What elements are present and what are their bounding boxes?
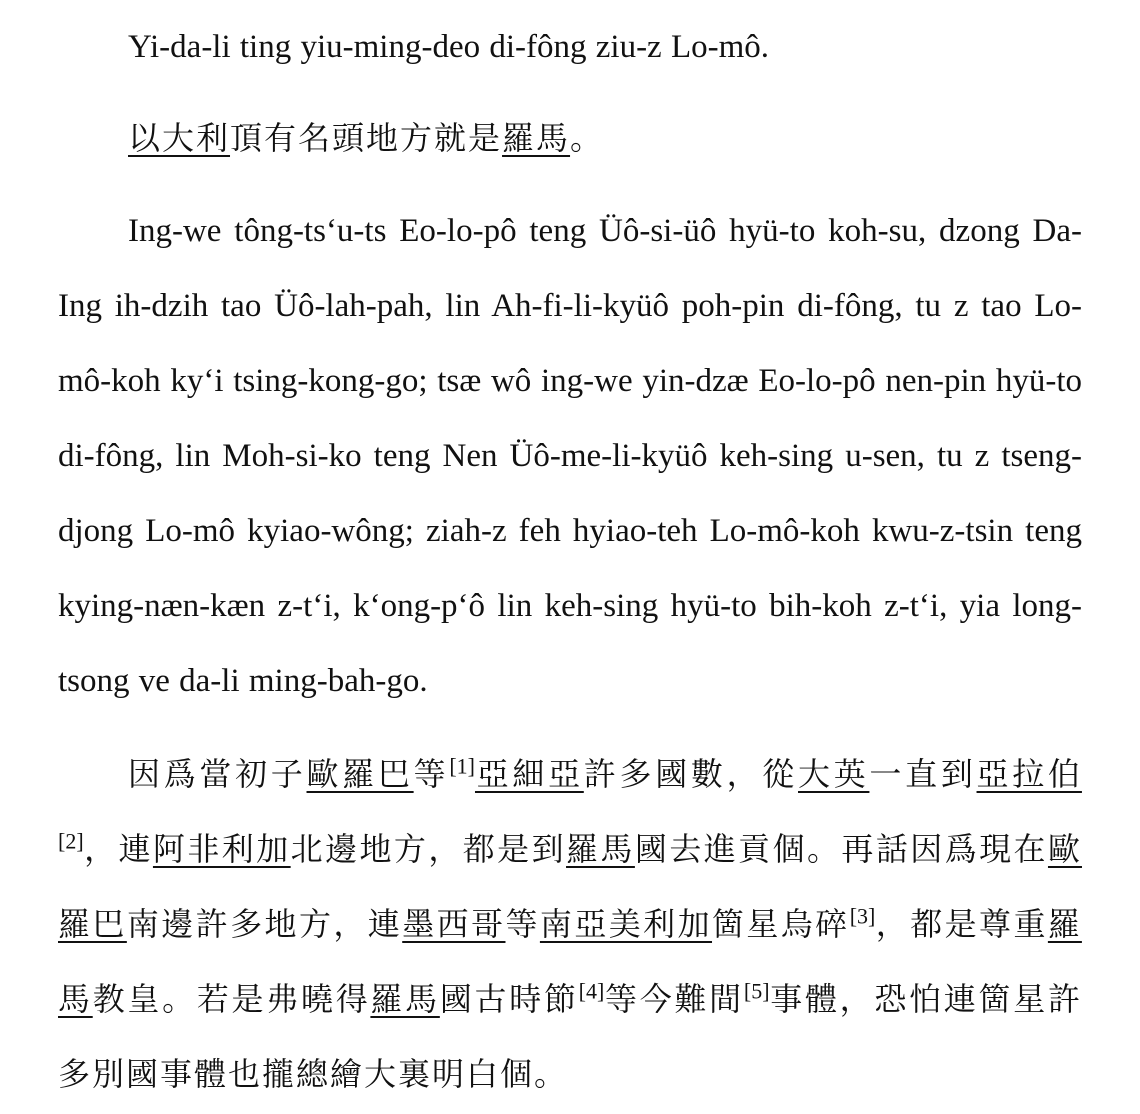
text-segment: 等今難間	[604, 980, 744, 1018]
text-segment: 因爲當初子	[128, 755, 307, 793]
text-segment: Ing-we tông-tsʻu-ts Eo-lo-pô teng Üô-si-üô hyü-to koh-su, dzong Da-Ing ih-dzih tao Üô-lah-pah, lin Ah-fi-li-kyüô poh-pin di-fông, tu z tao Lo-mô-koh kyʻi tsing-kong-go; tsæ wô ing-we yin-dzæ Eo-lo-pô nen-pin hyü-to di-fông, lin Moh-si-ko teng Nen Üô-me-li-kyüô keh-sing u-sen, tu z tseng-djong Lo-mô kyiao-wông; ziah-z feh hyiao-teh Lo-mô-koh kwu-z-tsin teng kying-næn-kæn z-tʻi, kʻong-pʻô lin keh-sing hyü-to bih-koh z-tʻi, yia long-tsong ve da-li ming-bah-go.	[58, 213, 1082, 699]
footnote-marker: [3]	[849, 903, 876, 929]
text-segment: 國去進貢個。再話因爲現在	[634, 830, 1048, 868]
chinese-title-line	[58, 101, 1082, 176]
proper-noun: 南亞美利加	[539, 905, 713, 943]
proper-noun: 歐羅巴	[58, 830, 1082, 943]
chinese-body-paragraph	[58, 737, 1082, 1112]
proper-noun: 羅馬	[502, 119, 571, 157]
footnote-marker: [1]	[449, 753, 475, 779]
footnote-marker: [5]	[743, 978, 770, 1004]
text-segment: Yi-da-li ting yiu-ming-deo di-fông ziu-z Lo-mô.	[128, 29, 770, 65]
proper-noun: 羅馬	[370, 980, 440, 1018]
text-segment: 許多國數，從	[583, 755, 799, 793]
romanized-body-paragraph	[58, 194, 1082, 719]
text-segment: ，連	[83, 830, 153, 868]
proper-noun: 阿非利加	[152, 830, 291, 868]
proper-noun: 羅馬	[58, 905, 1082, 1018]
text-segment: 一直到	[869, 755, 977, 793]
proper-noun: 歐羅巴	[306, 755, 414, 793]
footnote-marker: [2]	[58, 828, 84, 854]
text-segment: 北邊地方，都是到	[290, 830, 567, 868]
text-segment: ，都是尊重	[875, 905, 1048, 943]
text-segment: 。	[570, 119, 605, 157]
proper-noun: 大英	[798, 755, 870, 793]
text-segment: 南邊許多地方，連	[126, 905, 403, 943]
document-page	[58, 0, 1082, 1112]
text-segment: 國古時節	[439, 980, 579, 1018]
proper-noun: 以大利	[128, 119, 231, 157]
text-segment: 箇星烏碎	[712, 905, 850, 943]
text-segment: 等	[413, 755, 450, 793]
romanized-title-line	[58, 10, 1082, 85]
proper-noun: 亞細亞	[474, 755, 584, 793]
footnote-marker: [4]	[578, 978, 605, 1004]
proper-noun: 亞拉伯	[976, 755, 1082, 793]
text-segment: 教皇。若是弗曉得	[92, 980, 371, 1018]
proper-noun: 墨西哥	[402, 905, 506, 943]
text-segment: 事體，恐怕連箇星許多別國事體也攏總繪大裏明白個。	[58, 980, 1082, 1093]
text-segment: 頂有名頭地方就是	[230, 119, 503, 157]
proper-noun: 羅馬	[566, 830, 635, 868]
text-segment: 等	[505, 905, 540, 943]
